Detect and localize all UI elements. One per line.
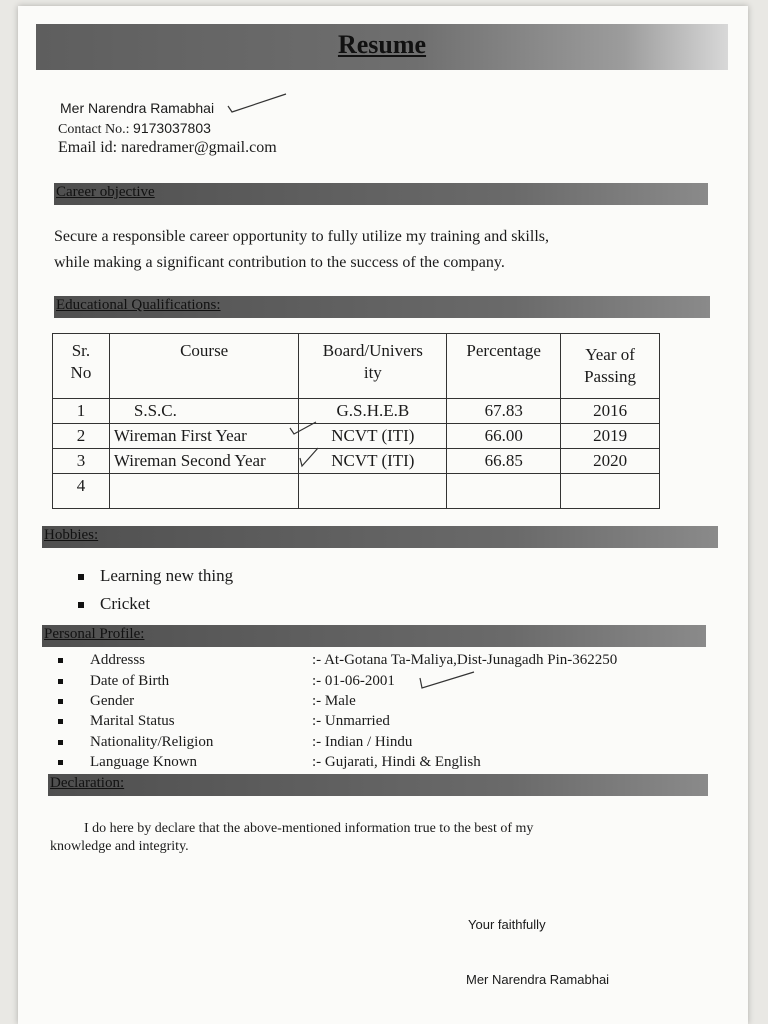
resume-page xyxy=(18,6,748,1024)
profile-label: Nationality/Religion xyxy=(90,734,214,750)
profile-value: :- Indian / Hindu xyxy=(312,734,413,750)
title-bar xyxy=(36,24,728,70)
cell-sr: 2 xyxy=(53,424,110,449)
profile-label: Marital Status xyxy=(90,713,175,729)
cell-year xyxy=(561,474,660,509)
section-bar-hobbies xyxy=(42,526,718,548)
profile-value: :- Gujarati, Hindi & English xyxy=(312,754,481,770)
header-board-line1: Board/Univers xyxy=(322,341,423,360)
cell-year: 2020 xyxy=(561,449,660,474)
career-objective-line1: Secure a responsible career opportunity to fully utilize my training and skills, xyxy=(54,228,549,245)
bullet-icon xyxy=(78,574,84,580)
table-row xyxy=(53,449,660,474)
cell-year: 2019 xyxy=(561,424,660,449)
tick-mark-icon xyxy=(418,668,478,694)
profile-row xyxy=(58,693,356,710)
hobby-item xyxy=(78,566,233,586)
header-sr: Sr. xyxy=(71,341,91,360)
table-row xyxy=(53,399,660,424)
hobby-text: Learning new thing xyxy=(100,566,234,585)
declaration-line2: knowledge and integrity. xyxy=(50,839,189,854)
profile-label: Addresss xyxy=(90,652,145,668)
bullet-icon xyxy=(78,602,84,608)
cell-percentage: 66.00 xyxy=(447,424,561,449)
email-label: Email id: xyxy=(58,139,118,156)
section-bar-profile xyxy=(42,625,706,647)
section-bar-career xyxy=(54,183,708,205)
education-table xyxy=(52,333,660,509)
profile-value: :- Male xyxy=(312,693,356,709)
profile-label: Language Known xyxy=(90,754,198,770)
applicant-name: Mer Narendra Ramabhai xyxy=(60,100,215,116)
cell-sr: 3 xyxy=(53,449,110,474)
profile-value: :- At-Gotana Ta-Maliya,Dist-Junagadh Pin-362250 xyxy=(312,652,618,668)
cell-year: 2016 xyxy=(561,399,660,424)
career-objective-line2: while making a significant contribution to the success of the company. xyxy=(54,254,505,271)
contact-number: 9173037803 xyxy=(133,120,211,136)
profile-row xyxy=(58,652,618,669)
resume-title: Resume xyxy=(337,30,427,59)
profile-value: :- Unmarried xyxy=(312,713,390,729)
tick-marks-icon xyxy=(288,418,322,472)
section-heading-education: Educational Qualifications: xyxy=(56,297,221,313)
cell-course: S.S.C. xyxy=(109,399,299,424)
header-no: No xyxy=(70,363,92,382)
hobby-text: Cricket xyxy=(100,594,151,613)
declaration-line1: I do here by declare that the above-mentioned information true to the best of my xyxy=(84,821,534,836)
section-heading-hobbies: Hobbies: xyxy=(44,527,99,543)
header-board-line2: ity xyxy=(363,363,382,382)
email-line xyxy=(58,139,277,157)
cell-percentage: 66.85 xyxy=(447,449,561,474)
email-value: naredramer@gmail.com xyxy=(121,139,277,156)
closing-signature: Mer Narendra Ramabhai xyxy=(466,972,610,987)
section-bar-declaration xyxy=(48,774,708,796)
profile-row xyxy=(58,734,413,751)
table-header-row xyxy=(53,334,660,399)
contact-line xyxy=(58,120,211,138)
cell-percentage: 67.83 xyxy=(447,399,561,424)
cell-course: Wireman Second Year xyxy=(109,449,299,474)
profile-row xyxy=(58,754,481,771)
header-year xyxy=(561,334,660,399)
header-year-line1: Year of xyxy=(585,345,635,364)
profile-row xyxy=(58,673,395,690)
profile-row xyxy=(58,713,390,730)
bullet-icon xyxy=(58,658,63,663)
profile-value: :- 01-06-2001 xyxy=(312,673,395,689)
cell-percentage xyxy=(447,474,561,509)
table-row xyxy=(53,424,660,449)
header-course: Course xyxy=(109,334,299,399)
cell-board: NCVT (ITI) xyxy=(299,424,447,449)
section-heading-career: Career objective xyxy=(56,184,155,200)
header-percentage: Percentage xyxy=(447,334,561,399)
bullet-icon xyxy=(58,699,63,704)
table-row xyxy=(53,474,660,509)
header-year-line2: Passing xyxy=(584,367,637,386)
cell-sr: 1 xyxy=(53,399,110,424)
hobby-item xyxy=(78,594,150,614)
bullet-icon xyxy=(58,760,63,765)
cell-board xyxy=(299,474,447,509)
header-board xyxy=(299,334,447,399)
bullet-icon xyxy=(58,719,63,724)
cell-course xyxy=(109,474,299,509)
bullet-icon xyxy=(58,740,63,745)
closing-salutation: Your faithfully xyxy=(468,917,546,932)
cell-board: G.S.H.E.B xyxy=(299,399,447,424)
profile-label: Gender xyxy=(90,693,135,709)
section-heading-profile: Personal Profile: xyxy=(44,626,145,642)
bullet-icon xyxy=(58,679,63,684)
cell-board: NCVT (ITI) xyxy=(299,449,447,474)
tick-mark-icon xyxy=(226,92,288,118)
cell-course: Wireman First Year xyxy=(109,424,299,449)
cell-sr: 4 xyxy=(53,474,110,509)
section-heading-declaration: Declaration: xyxy=(50,775,125,791)
section-bar-education xyxy=(54,296,710,318)
header-sr-no xyxy=(53,334,110,399)
profile-label: Date of Birth xyxy=(90,673,170,689)
contact-label: Contact No.: xyxy=(58,122,130,137)
